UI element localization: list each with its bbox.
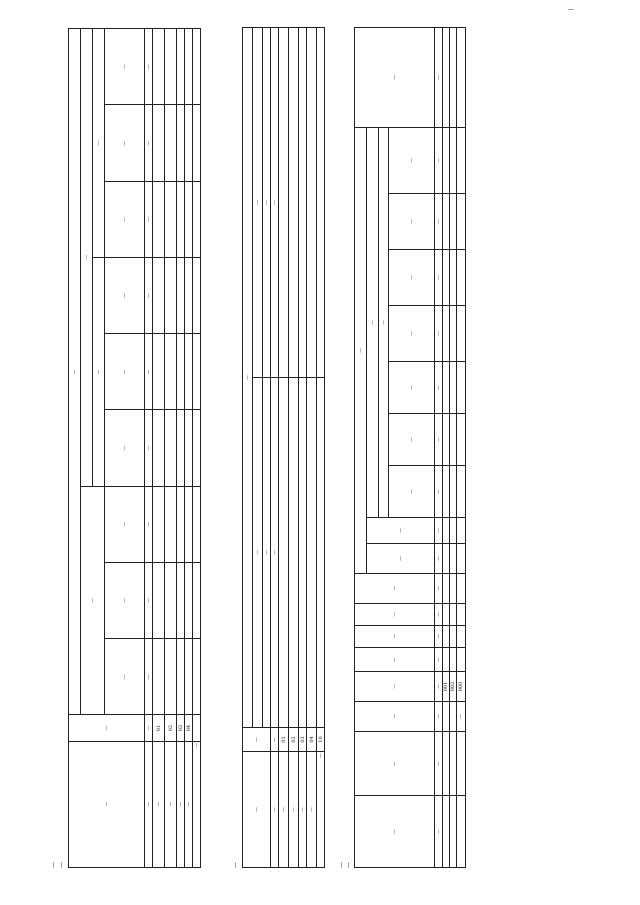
t3-cell (443, 648, 450, 672)
t3-header-c2: — (355, 732, 435, 796)
t3-header-c6: — (355, 626, 435, 648)
t1-h-c8: — (105, 258, 145, 334)
t1-cell (165, 334, 177, 410)
t3-cell (457, 626, 466, 648)
t3-cell (443, 194, 450, 250)
t3-total-label: — (457, 702, 466, 732)
form-code: — (568, 6, 574, 13)
t1-cell (177, 181, 185, 257)
t1-cell (153, 563, 165, 639)
t1-cell (153, 486, 165, 562)
t1-cell (185, 105, 193, 181)
t1-cell (165, 486, 177, 562)
t3-cell (450, 604, 457, 626)
t1-header-fund: — (81, 29, 93, 487)
t1-num-10: — (145, 105, 153, 181)
heading-6-3-1: — (345, 862, 352, 868)
t2-cell (299, 378, 307, 728)
t3-row-code: 900 (457, 672, 466, 702)
t3-cell (443, 732, 450, 796)
t1-cell (153, 258, 165, 334)
t3-cell (450, 127, 457, 193)
t2-cell (317, 28, 325, 378)
t2-header-sum: — (243, 28, 253, 728)
t3-cell (457, 414, 466, 466)
table-6-1 (68, 28, 201, 868)
t3-num: — (435, 127, 443, 193)
heading-6-2: — (232, 862, 239, 868)
t1-cell (185, 29, 193, 106)
t1-num-7: — (145, 334, 153, 410)
t3-cell (450, 702, 457, 732)
t2-row-code: 02 (289, 728, 299, 752)
t2-cell (317, 378, 325, 728)
t3-cell (450, 250, 457, 306)
t2-row-name: — (307, 752, 317, 868)
t2-cell (307, 28, 317, 378)
t3-h-c15: — (389, 250, 435, 306)
t1-h-c3: — (105, 639, 145, 715)
t3-cell (450, 362, 457, 414)
t3-cell (450, 306, 457, 362)
t1-cell (165, 29, 177, 106)
t2-cell (289, 28, 299, 378)
t1-cell (153, 29, 165, 106)
t1-h-c7: — (105, 334, 145, 410)
t1-num-4: — (145, 563, 153, 639)
t3-header-c17: — (355, 27, 435, 127)
t3-num: — (435, 626, 443, 648)
t1-row-name: — (153, 741, 165, 867)
t3-h-c16b: — (389, 127, 435, 193)
t3-header-c8: — (355, 574, 435, 604)
t3-num: — (435, 604, 443, 626)
t2-row-code: 10 (317, 728, 325, 752)
heading-6-1: — (58, 862, 65, 868)
t1-header-code: — (69, 715, 145, 741)
t1-cell (185, 486, 193, 562)
t3-num: — (435, 306, 443, 362)
t3-cell (443, 544, 450, 574)
t3-row-code: 002 (450, 672, 457, 702)
t1-row-name: — (177, 741, 185, 867)
t3-cell (457, 732, 466, 796)
t3-cell (457, 574, 466, 604)
heading-main: — (50, 862, 57, 868)
t3-cell (443, 574, 450, 604)
t1-cell (153, 334, 165, 410)
t1-cell (193, 486, 201, 562)
t2-row-name: — (279, 752, 289, 868)
t3-num: — (435, 672, 443, 702)
t1-row-name: — (185, 741, 193, 867)
t1-cell (177, 105, 185, 181)
t3-num: — (435, 466, 443, 518)
t2-header-year2: — (253, 28, 263, 378)
t1-cell (193, 105, 201, 181)
t3-header-c9: — (367, 544, 435, 574)
t1-header-name: — (69, 741, 145, 867)
t3-cell (450, 194, 457, 250)
t1-header-fund-b: — (93, 29, 105, 258)
t3-cell (443, 27, 450, 127)
t1-cell (185, 563, 193, 639)
t1-cell (165, 105, 177, 181)
t3-cell (450, 414, 457, 466)
table-6-2 (242, 27, 325, 868)
t3-header-c3: — (355, 702, 435, 732)
t3-cell (443, 796, 450, 868)
t2-header-year1: — (253, 378, 263, 728)
t3-cell (450, 732, 457, 796)
t2-cell (279, 378, 289, 728)
t3-row-code: 001 (443, 672, 450, 702)
t2-num-4: — (271, 28, 279, 378)
t1-row-code: 03 (177, 715, 185, 741)
t1-num-9: — (145, 181, 153, 257)
t1-h-c6: — (105, 410, 145, 486)
t3-cell (457, 648, 466, 672)
t1-cell (165, 563, 177, 639)
t3-cell (457, 250, 466, 306)
t2-header-code: — (243, 728, 271, 752)
t1-cell (193, 181, 201, 257)
t3-cell (457, 518, 466, 544)
t3-h-c16: — (389, 194, 435, 250)
t1-cell (193, 334, 201, 410)
t1-row-name: — (165, 741, 177, 867)
t1-cell (177, 334, 185, 410)
rotated-content (48, 28, 486, 868)
t1-cell (185, 181, 193, 257)
t1-cell (153, 639, 165, 715)
t2-row-code: 03 (299, 728, 307, 752)
t1-cell (185, 334, 193, 410)
t2-cell (279, 28, 289, 378)
table-6-3-1 (354, 27, 466, 868)
t2-num-3: — (271, 378, 279, 728)
t1-cell (165, 181, 177, 257)
t1-num-5: — (145, 486, 153, 562)
t2-row-name: — (299, 752, 307, 868)
t3-cell (443, 604, 450, 626)
t2-row-code: 01 (279, 728, 289, 752)
t2-cell (307, 378, 317, 728)
t3-num: — (435, 194, 443, 250)
t3-cell (457, 27, 466, 127)
t3-num: — (435, 414, 443, 466)
t3-num: — (435, 648, 443, 672)
t1-cell (177, 29, 185, 106)
t1-num-8: — (145, 258, 153, 334)
t1-num-3: — (145, 639, 153, 715)
t1-cell (153, 410, 165, 486)
t3-header-incl: — (367, 127, 379, 517)
t3-cell (443, 127, 450, 193)
t3-header-incl-sub: — (379, 127, 389, 517)
t1-header-fund-a: — (93, 258, 105, 487)
t2-cell (289, 378, 299, 728)
t1-cell (165, 410, 177, 486)
t1-cell (177, 563, 185, 639)
t3-header-c5: — (355, 648, 435, 672)
t3-num: — (435, 362, 443, 414)
t1-cell (153, 105, 165, 181)
t1-cell (185, 410, 193, 486)
t3-cell (457, 306, 466, 362)
t3-h-c13: — (389, 362, 435, 414)
t3-header-extra: — (355, 127, 367, 573)
t3-cell (443, 626, 450, 648)
t3-h-c14: — (389, 306, 435, 362)
t1-num-2: — (145, 715, 153, 741)
t3-cell (457, 796, 466, 868)
t1-num-1: — (145, 741, 153, 867)
t1-cell (177, 410, 185, 486)
t3-cell (450, 626, 457, 648)
t1-row-code: 01 (153, 715, 165, 741)
t1-h-c4: — (105, 563, 145, 639)
t1-cell (165, 639, 177, 715)
t1-h-c9: — (105, 181, 145, 257)
t1-row-code: 04 (185, 715, 193, 741)
t3-cell (443, 414, 450, 466)
t2-header-name: — (243, 752, 271, 868)
t1-h-c5: — (105, 486, 145, 562)
t3-cell (443, 362, 450, 414)
t1-cell (193, 258, 201, 334)
t1-total-code (193, 715, 201, 741)
t3-header-c10: — (367, 518, 435, 544)
t3-cell (457, 544, 466, 574)
t3-cell (443, 250, 450, 306)
t3-num: — (435, 544, 443, 574)
heading-6-3: — (338, 862, 345, 868)
t3-cell (450, 648, 457, 672)
t3-cell (457, 604, 466, 626)
t3-header-c7: — (355, 604, 435, 626)
t3-cell (457, 362, 466, 414)
t2-row-name: — (289, 752, 299, 868)
t3-cell (443, 518, 450, 544)
t1-cell (185, 639, 193, 715)
t1-h-c11: — (105, 29, 145, 106)
t3-header-c4: — (355, 672, 435, 702)
t3-num: — (435, 702, 443, 732)
t1-cell (177, 639, 185, 715)
t3-h-c11: — (389, 466, 435, 518)
t1-cell (193, 410, 201, 486)
t1-cell (153, 181, 165, 257)
t3-num: — (435, 732, 443, 796)
t2-num-2: — (271, 728, 279, 752)
t2-row-code: 04 (307, 728, 317, 752)
t1-cell (193, 563, 201, 639)
t1-header-sum: — (69, 29, 81, 716)
t3-cell (457, 466, 466, 518)
t3-cell (443, 306, 450, 362)
t1-cell (177, 258, 185, 334)
t3-cell (450, 796, 457, 868)
t3-cell (443, 466, 450, 518)
t3-cell (443, 702, 450, 732)
t3-cell (450, 574, 457, 604)
t3-cell (450, 518, 457, 544)
t2-num-1: — (271, 752, 279, 868)
t1-h-c10: — (105, 105, 145, 181)
t3-num: — (435, 574, 443, 604)
t1-num-6: — (145, 410, 153, 486)
t3-cell (450, 27, 457, 127)
t3-num: — (435, 27, 443, 127)
t1-cell (193, 639, 201, 715)
t2-header-sub1: — (263, 378, 271, 728)
t2-total-label: — (317, 752, 325, 868)
t1-header-total: — (81, 486, 105, 715)
t3-num: — (435, 518, 443, 544)
t3-cell (450, 466, 457, 518)
t3-header-c1: — (355, 796, 435, 868)
t1-total-label: — (193, 741, 201, 867)
t3-num: — (435, 250, 443, 306)
t3-cell (457, 127, 466, 193)
t1-cell (177, 486, 185, 562)
t1-num-11: — (145, 29, 153, 106)
t1-cell (185, 258, 193, 334)
t3-num: — (435, 796, 443, 868)
t1-cell (193, 29, 201, 106)
t1-row-code: 02 (165, 715, 177, 741)
t3-h-c12: — (389, 414, 435, 466)
t2-header-sub2: — (263, 28, 271, 378)
t2-cell (299, 28, 307, 378)
t1-cell (165, 258, 177, 334)
t3-cell (457, 194, 466, 250)
t3-cell (450, 544, 457, 574)
